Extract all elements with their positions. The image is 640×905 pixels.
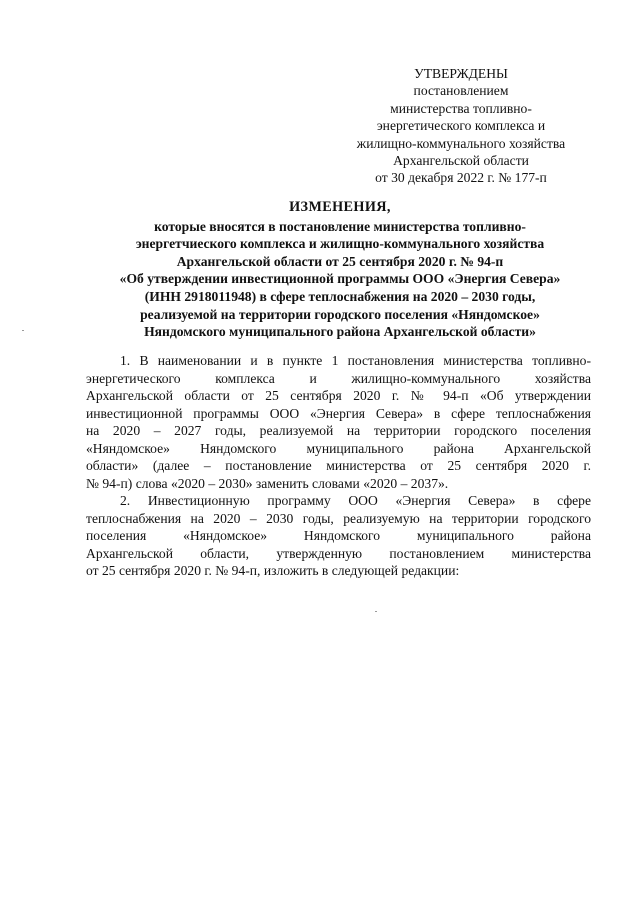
body-line: на 2020 – 2027 годы, реализуемой на территории городского поселения xyxy=(86,423,591,438)
heading-line: (ИНН 2918011948) в сфере теплоснабжения на 2020 – 2030 годы, xyxy=(144,288,536,304)
approval-line: УТВЕРЖДЕНЫ xyxy=(414,66,508,81)
scan-speck xyxy=(22,330,24,331)
document-title: ИЗМЕНЕНИЯ, xyxy=(289,199,391,215)
body-line: энергетического комплекса и жилищно-коммунального хозяйства xyxy=(86,370,591,386)
approval-line: министерства топливно- xyxy=(390,100,532,116)
document-body xyxy=(86,352,591,580)
body-line: № 94-п) слова «2020 – 2030» заменить словами «2020 – 2037». xyxy=(86,475,449,491)
approval-line: энергетического комплекса и xyxy=(376,118,546,134)
approval-stamp xyxy=(330,65,592,187)
body-line: области» (далее – постановление министерства от 25 сентября 2020 г. xyxy=(86,458,591,473)
body-line: инвестиционной программы ООО «Энергия Севера» в сфере теплоснабжения xyxy=(86,405,591,421)
scan-speck xyxy=(375,611,377,612)
paragraph-1 xyxy=(86,352,591,492)
body-line: 1. В наименовании и в пункте 1 постановления министерства топливно- xyxy=(120,353,591,368)
heading-line: энергетчиеского комплекса и жилищно-коммунального хозяйства xyxy=(135,236,545,252)
approval-line: постановлением xyxy=(413,83,509,99)
body-line: от 25 сентября 2020 г. № 94-п, изложить в следующей редакции: xyxy=(86,563,460,578)
body-line: Архангельской области, утвержденную постановлением министерства xyxy=(86,545,591,561)
approval-line: от 30 декабря 2022 г. № 177-п xyxy=(375,170,547,186)
body-line: 2. Инвестиционную программу ООО «Энергия Севера» в сфере xyxy=(120,493,591,508)
heading-line: реализуемой на территории городского поселения «Няндомское» xyxy=(140,306,540,322)
body-line: поселения «Няндомское» Няндомского муниципального района xyxy=(86,528,591,543)
approval-line: жилищно-коммунального хозяйства xyxy=(356,135,566,151)
body-line: Архангельской области от 25 сентября 2020 г. № 94-п «Об утверждении xyxy=(86,388,591,403)
approval-line: Архангельской области xyxy=(393,153,529,169)
document-heading xyxy=(70,199,610,341)
body-line: «Няндомское» Няндомского муниципального района Архангельской xyxy=(86,440,591,456)
heading-line: Архангельской области от 25 сентября 2020 г. № 94-п xyxy=(176,253,504,269)
paragraph-2 xyxy=(86,492,591,580)
body-line: теплоснабжения на 2020 – 2030 годы, реализуемую на территории городского xyxy=(86,510,591,526)
heading-line: «Об утверждении инвестиционной программы ООО «Энергия Севера» xyxy=(119,271,561,287)
heading-line: которые вносятся в постановление министерства топливно- xyxy=(154,218,526,234)
heading-line: Няндомского муниципального района Архангельской области» xyxy=(144,324,536,340)
